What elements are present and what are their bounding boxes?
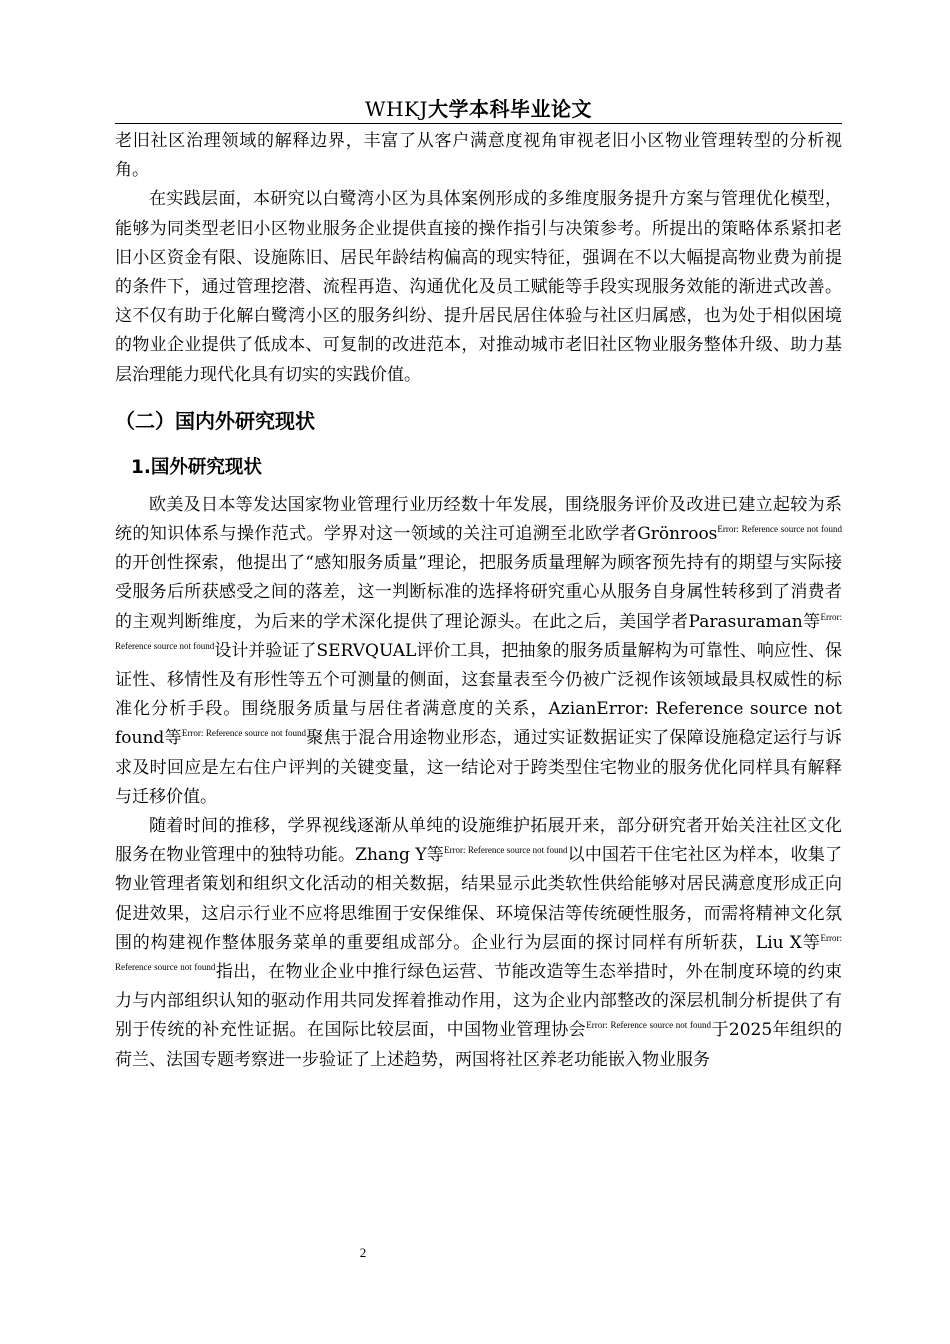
text-run: 欧美及日本等发达国家物业管理行业历经数十年发展，围绕服务评价及改进已建立起较为系统的知识体系与操作范式。学界对这一领域的关注可追溯至北欧学者Grönroos bbox=[115, 494, 842, 545]
section-heading: （二）国内外研究现状 bbox=[115, 408, 315, 433]
paragraph-practice: 在实践层面，本研究以白鹭湾小区为具体案例形成的多维度服务提升方案与管理优化模型，能够为同类型老旧小区物业服务企业提供直接的操作指引与决策参考。所提出的策略体系紧扣老旧小区资金有限、设施陈旧、居民年龄结构偏高的现实特征，强调在不以大幅提高物业费为前提的条件下，通过管理挖潜、流程再造、沟通优化及员工赋能等手段实现服务效能的渐进式改善。这不仅有助于化解白鹭湾小区的服务纠纷、提升居民居住体验与社区归属感，也为处于相似困境的物业企业提供了低成本、可复制的改进范本，对推动城市老旧社区物业服务整体升级、助力基层治理能力现代化具有切实的实践价值。 bbox=[115, 189, 842, 385]
paragraph-continued: 老旧社区治理领域的解释边界，丰富了从客户满意度视角审视老旧小区物业管理转型的分析视角。 bbox=[115, 131, 842, 181]
citation-error: Error: Reference source not found bbox=[181, 728, 306, 739]
text-run: 以中国若干住宅社区为样本，收集了物业管理者策划和组织文化活动的相关数据，结果显示此类软性供给能够对居民满意度形成正向促进效果，这启示行业不应将思维囿于安保维保、环境保洁等传统硬性服务，而需将精神文化氛围的构建视作整体服务菜单的重要组成部分。企业行为层面的探讨同样有所斩获，Liu X等 bbox=[115, 845, 842, 953]
subsection-heading: 1.国外研究现状 bbox=[131, 456, 262, 478]
paragraph-community-culture bbox=[115, 812, 842, 1075]
citation-error: Error: Reference source not found bbox=[115, 611, 842, 651]
body-content bbox=[115, 127, 842, 1075]
text-run: 设计并验证了SERVQUAL评价工具，把抽象的服务质量解构为可靠性、响应性、保证性、移情性及有形性等五个可测量的侧面，这套量表至今仍被广泛视作该领域最具权威性的标准化分析手段。围绕服务质量与居住者满意度的关系，AzianError: Reference source not found等 bbox=[115, 640, 842, 749]
text-run: 指出，在物业企业中推行绿色运营、节能改造等生态举措时，外在制度环境的约束力与内部组织认知的驱动作用共同发挥着推动作用，这为企业内部整改的深层机制分析提供了有别于传统的补充性证据。在国际比较层面，中国物业管理协会 bbox=[115, 962, 842, 1041]
running-header bbox=[115, 96, 842, 122]
citation-error: Error: Reference source not found bbox=[443, 845, 568, 856]
text-run: 于2025年组织的荷兰、法国专题考察进一步验证了上述趋势，两国将社区养老功能嵌入物业服务 bbox=[115, 1020, 843, 1070]
citation-error: Error: Reference source not found bbox=[717, 524, 842, 535]
page-number: 2 bbox=[359, 1245, 367, 1260]
text-run: 随着时间的推移，学界视线逐渐从单纯的设施维护拓展开来，部分研究者开始关注社区文化服务在物业管理中的独特功能。Zhang Y等 bbox=[115, 816, 842, 866]
header-rule bbox=[115, 123, 842, 124]
paragraph-foreign-research bbox=[115, 491, 842, 812]
text-run: 的开创性探索，他提出了“感知服务质量”理论，把服务质量理解为顾客预先持有的期望与实际接受服务后所获感受之间的落差，这一判断标准的选择将研究重心从服务自身属性转移到了消费者的主观判断维度，为后来的学术深化提供了理论源头。在此之后，美国学者Parasuraman等 bbox=[115, 553, 842, 632]
header-latin: WHKJ bbox=[365, 97, 428, 121]
citation-error: Error: Reference source not found bbox=[586, 1020, 712, 1031]
text-run: 聚焦于混合用途物业形态，通过实证数据证实了保障设施稳定运行与诉求及时回应是左右住户评判的关键变量，这一结论对于跨类型住宅物业的服务优化同样具有解释与迁移价值。 bbox=[115, 728, 842, 807]
citation-error: Error: Reference source not found bbox=[115, 932, 842, 973]
header-chinese: 大学本科毕业论文 bbox=[427, 97, 592, 121]
